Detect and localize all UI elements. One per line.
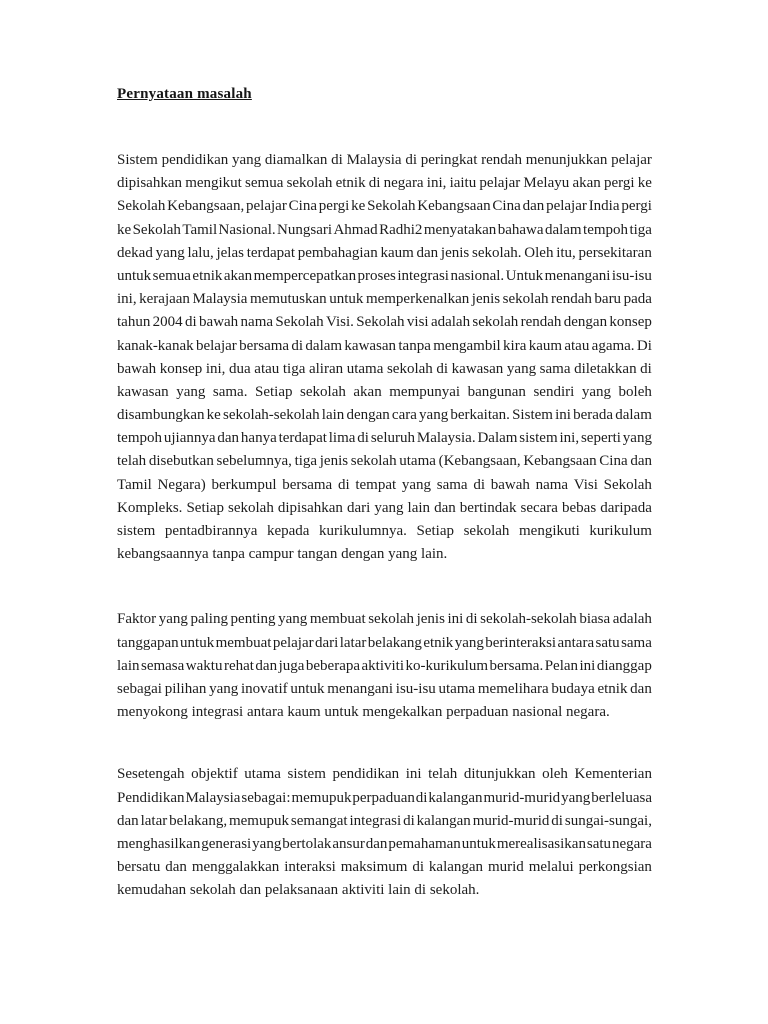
text-line: tahun 2004 di bawah nama Sekolah Visi. Sekolah visi adalah sekolah rendah dengan konsep bbox=[117, 314, 652, 331]
text-line: telah disebutkan sebelumnya, tiga jenis sekolah utama (Kebangsaan, Kebangsaan Cina dan bbox=[117, 453, 652, 470]
text-line: Sesetengah objektif utama sistem pendidikan ini telah ditunjukkan oleh Kementerian bbox=[117, 766, 652, 783]
text-line: Pendidikan Malaysia sebagai: memupuk perpaduan di kalangan murid-murid yang berleluasa bbox=[117, 789, 652, 806]
text-line: untuk semua etnik akan mempercepatkan proses integrasi nasional. Untuk menangani isu-isu bbox=[117, 267, 652, 284]
text-line: Sekolah Kebangsaan, pelajar Cina pergi ke Sekolah Kebangsaan Cina dan pelajar India pergi bbox=[117, 198, 652, 215]
text-line: tempoh ujiannya dan hanya terdapat lima di seluruh Malaysia. Dalam sistem ini, seperti yang bbox=[117, 430, 652, 447]
text-line: kawasan yang sama. Setiap sekolah akan mempunyai bangunan sendiri yang boleh bbox=[117, 383, 652, 400]
text-line: ini, kerajaan Malaysia memutuskan untuk memperkenalkan jenis sekolah rendah baru pada bbox=[117, 291, 652, 308]
text-line: sebagai pilihan yang inovatif untuk menangani isu-isu utama memelihara budaya etnik dan bbox=[117, 680, 652, 697]
paragraph bbox=[117, 149, 652, 566]
text-line: kanak-kanak belajar bersama di dalam kawasan tanpa mengambil kira kaum atau agama. Di bbox=[117, 337, 652, 354]
text-line: kemudahan sekolah dan pelaksanaan aktiviti lain di sekolah. bbox=[117, 882, 480, 899]
text-line: bersatu dan menggalakkan interaksi maksimum di kalangan murid melalui perkongsian bbox=[117, 859, 652, 876]
text-line: tanggapan untuk membuat pelajar dari latar belakang etnik yang berinteraksi antara satu sama bbox=[117, 634, 652, 651]
paragraph bbox=[117, 608, 652, 724]
text-line: dekad yang lalu, jelas terdapat pembahagian kaum dan jenis sekolah. Oleh itu, persekitaran bbox=[117, 244, 652, 261]
text-line: kebangsaannya tanpa campur tangan dengan yang lain. bbox=[117, 546, 448, 563]
text-line: Tamil Negara) berkumpul bersama di tempat yang sama di bawah nama Visi Sekolah bbox=[117, 476, 652, 493]
document-heading: Pernyataan masalah bbox=[117, 86, 252, 102]
text-line: menghasilkan generasi yang bertolak ansur dan pemahaman untuk merealisasikan satu negara bbox=[117, 835, 652, 852]
text-line: dan latar belakang, memupuk semangat integrasi di kalangan murid-murid di sungai-sungai, bbox=[117, 812, 652, 829]
text-line: ke Sekolah Tamil Nasional. Nungsari Ahmad Radhi2 menyatakan bahawa dalam tempoh tiga bbox=[117, 221, 652, 238]
document-body bbox=[117, 149, 652, 902]
text-line: dipisahkan mengikut semua sekolah etnik di negara ini, iaitu pelajar Melayu akan pergi ke bbox=[117, 175, 652, 192]
text-line: lain semasa waktu rehat dan juga beberapa aktiviti ko-kurikulum bersama. Pelan ini dianggap bbox=[117, 657, 652, 674]
paragraph bbox=[117, 763, 652, 902]
document-page bbox=[117, 84, 652, 902]
text-line: Kompleks. Setiap sekolah dipisahkan dari yang lain dan bertindak secara bebas daripada bbox=[117, 499, 652, 516]
text-line: Faktor yang paling penting yang membuat sekolah jenis ini di sekolah-sekolah biasa adalah bbox=[117, 611, 652, 628]
text-line: sistem pentadbirannya kepada kurikulumnya. Setiap sekolah mengikuti kurikulum bbox=[117, 523, 652, 539]
text-line: menyokong integrasi antara kaum untuk mengekalkan perpaduan nasional negara. bbox=[117, 704, 610, 721]
text-line: Sistem pendidikan yang diamalkan di Malaysia di peringkat rendah menunjukkan pelajar bbox=[117, 152, 652, 168]
text-line: bawah konsep ini, dua atau tiga aliran utama sekolah di kawasan yang sama diletakkan di bbox=[117, 360, 652, 377]
text-line: disambungkan ke sekolah-sekolah lain dengan cara yang berkaitan. Sistem ini berada dalam bbox=[117, 407, 652, 424]
